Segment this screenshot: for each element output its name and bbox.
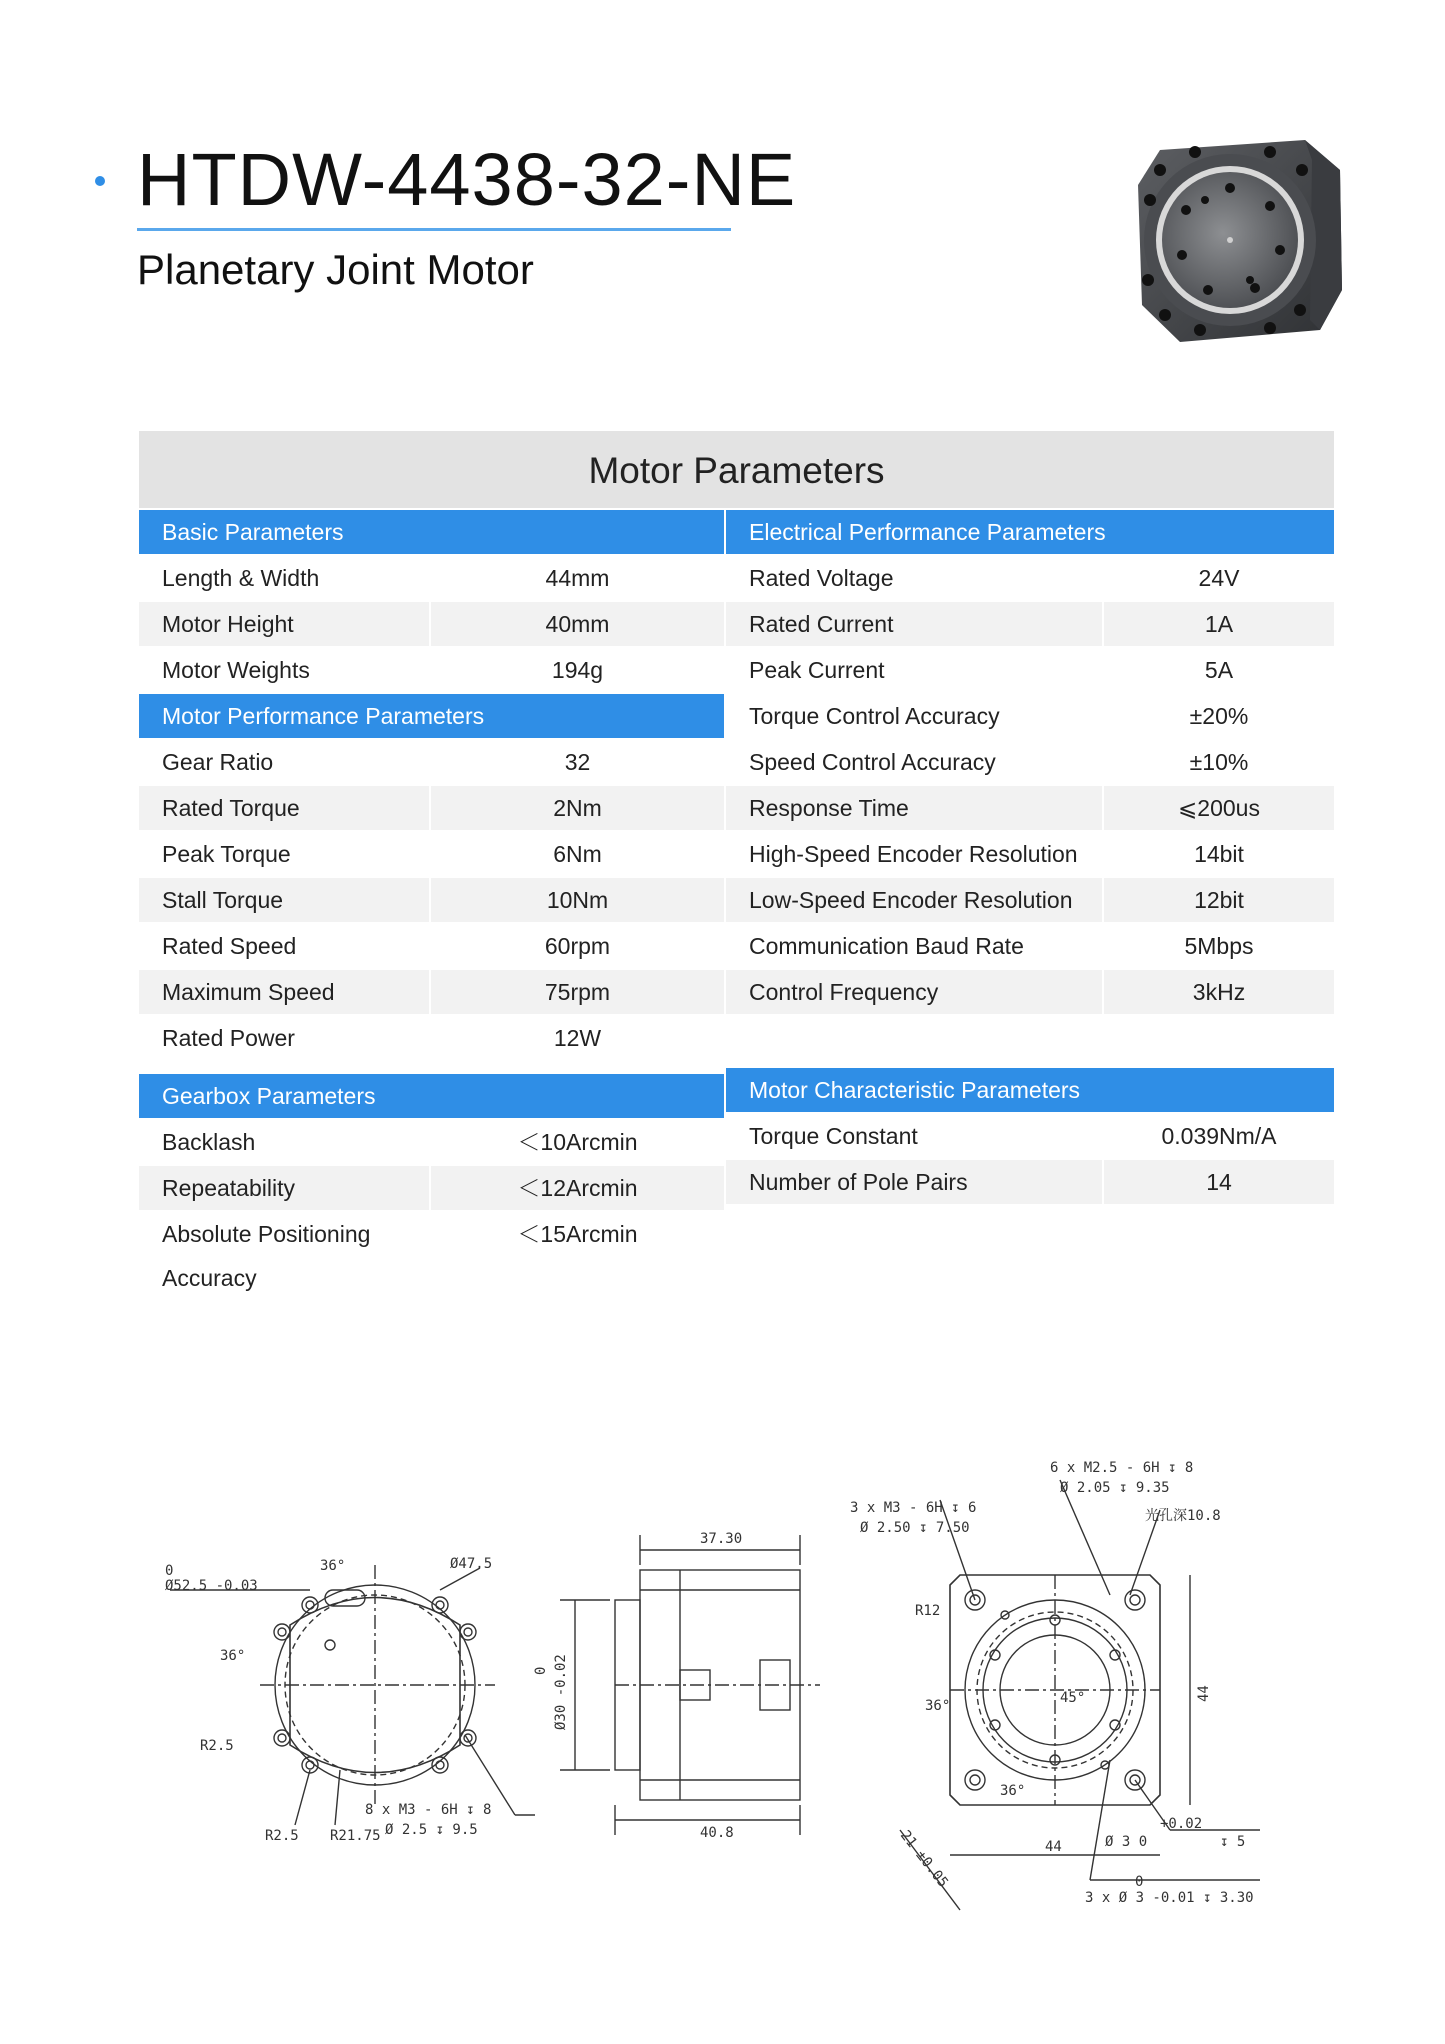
- row-label: Number of Pole Pairs: [726, 1160, 1104, 1204]
- table-row: [726, 832, 1334, 876]
- back-a2: 45°: [1060, 1690, 1086, 1706]
- side-dia: Ø30 -0.02: [553, 1654, 569, 1730]
- row-label: Low-Speed Encoder Resolution: [726, 878, 1104, 922]
- table-row: [726, 556, 1334, 600]
- row-label: Rated Voltage: [749, 565, 894, 591]
- table-row: [726, 1114, 1334, 1158]
- table-row: [726, 648, 1334, 692]
- side-view-drawing: [533, 1531, 820, 1841]
- row-value: ＜15Arcmin: [517, 1221, 638, 1247]
- front-d1: Ø52.5 -0.03: [165, 1578, 258, 1594]
- table-row: [726, 970, 1334, 1014]
- front-view-drawing: [165, 1556, 535, 1844]
- table-row: [726, 740, 1334, 784]
- row-value: 1A: [1204, 611, 1234, 637]
- front-r3: R21.75: [330, 1828, 381, 1844]
- section-characteristic: Motor Characteristic Parameters: [726, 1068, 1334, 1112]
- row-label: Peak Current: [749, 657, 885, 683]
- row-value: ⩽200us: [1178, 795, 1260, 821]
- motor-product-image: [1120, 130, 1360, 352]
- back-a1: 36°: [925, 1698, 951, 1714]
- row-label: Backlash: [162, 1129, 256, 1155]
- row-label: Motor Weights: [162, 657, 310, 683]
- params-right-column: [726, 510, 1334, 1258]
- side-len-top: 37.30: [700, 1531, 743, 1547]
- row-value: 5A: [1204, 657, 1234, 683]
- row-value: 14: [1206, 1169, 1232, 1195]
- row-value: 12bit: [1194, 887, 1244, 913]
- table-row: [139, 1016, 724, 1060]
- row-value: 60rpm: [544, 933, 611, 959]
- row-value: 12W: [553, 1025, 602, 1051]
- front-angle-b: 36°: [220, 1648, 246, 1664]
- row-label: Rated Speed: [162, 933, 297, 959]
- row-label: Torque Constant: [749, 1123, 918, 1149]
- table-row: [726, 694, 1334, 738]
- row-value: 44mm: [545, 565, 610, 591]
- row-value: 40mm: [545, 611, 610, 637]
- product-subtitle: Planetary Joint Motor: [137, 246, 534, 293]
- back-d21: 21 ±0.05: [896, 1827, 951, 1891]
- row-value: ＜12Arcmin: [517, 1175, 638, 1201]
- back-t2: 光孔深10.8: [1145, 1508, 1221, 1524]
- table-row: [726, 878, 1334, 922]
- row-value: 24V: [1198, 565, 1240, 591]
- side-dia-top: 0: [533, 1666, 549, 1675]
- table-row: [139, 556, 724, 600]
- table-row: [139, 1120, 724, 1164]
- motor-parameters-table: [139, 431, 1334, 1291]
- row-value: 0.039Nm/A: [1161, 1123, 1277, 1149]
- row-value: ±20%: [1189, 703, 1249, 729]
- table-row: [139, 602, 724, 646]
- back-r: R12: [915, 1603, 941, 1619]
- row-value: 3kHz: [1192, 979, 1246, 1005]
- section-electrical: Electrical Performance Parameters: [726, 510, 1334, 554]
- row-value: 10Nm: [546, 887, 609, 913]
- table-row: [139, 878, 724, 922]
- back-h: 44: [1196, 1685, 1212, 1702]
- row-label: Rated Torque: [139, 786, 431, 830]
- back-w: 44: [1045, 1839, 1062, 1855]
- row-label: Communication Baud Rate: [749, 933, 1024, 959]
- row-value: 194g: [551, 657, 604, 683]
- side-len-bottom: 40.8: [700, 1825, 734, 1841]
- row-label: Absolute Positioning Accuracy: [162, 1221, 371, 1291]
- section-gearbox: Gearbox Parameters: [139, 1074, 724, 1118]
- table-row: [139, 970, 724, 1014]
- front-angle-a: 36°: [320, 1558, 346, 1574]
- row-value: 14bit: [1194, 841, 1244, 867]
- table-row: [139, 648, 724, 692]
- params-title: Motor Parameters: [139, 431, 1334, 508]
- back-pin2-top: 0: [1135, 1874, 1144, 1890]
- row-value: ±10%: [1189, 749, 1249, 775]
- row-label: Response Time: [726, 786, 1104, 830]
- back-view-drawing: [850, 1460, 1260, 1910]
- row-label: Torque Control Accuracy: [749, 703, 1000, 729]
- back-pin: Ø 3 0: [1105, 1834, 1148, 1850]
- row-label: Gear Ratio: [162, 749, 274, 775]
- front-d2: Ø47.5: [450, 1556, 493, 1572]
- table-row: [139, 740, 724, 784]
- title-bullet: [95, 176, 105, 186]
- row-label: Length & Width: [162, 565, 320, 591]
- back-t1b: Ø 2.05 ↧ 9.35: [1060, 1480, 1170, 1496]
- row-label: Control Frequency: [726, 970, 1104, 1014]
- table-row: [726, 786, 1334, 830]
- table-row: [726, 1160, 1334, 1204]
- section-basic: Basic Parameters: [139, 510, 724, 554]
- table-row: [139, 1212, 724, 1291]
- model-title: HTDW-4438-32-NE: [137, 138, 797, 221]
- back-t3b: Ø 2.50 ↧ 7.50: [860, 1520, 970, 1536]
- table-row: [139, 786, 724, 830]
- row-value: 6Nm: [553, 841, 602, 867]
- row-label: Peak Torque: [162, 841, 291, 867]
- row-label: Repeatability: [139, 1166, 431, 1210]
- row-value: 5Mbps: [1184, 933, 1254, 959]
- technical-drawings: [160, 1440, 1310, 1920]
- table-row: [726, 602, 1334, 646]
- row-label: Rated Power: [162, 1025, 295, 1051]
- params-left-column: [139, 510, 724, 1291]
- row-value: 2Nm: [553, 795, 602, 821]
- back-pin2: 3 x Ø 3 -0.01 ↧ 3.30: [1085, 1890, 1254, 1906]
- back-t3: 3 x M3 - 6H ↧ 6: [850, 1500, 977, 1516]
- table-row: [139, 832, 724, 876]
- row-label: Speed Control Accuracy: [749, 749, 996, 775]
- row-label: Maximum Speed: [139, 970, 431, 1014]
- row-label: Motor Height: [139, 602, 431, 646]
- back-a3: 36°: [1000, 1783, 1026, 1799]
- row-value: 32: [564, 749, 591, 775]
- row-label: High-Speed Encoder Resolution: [749, 841, 1078, 867]
- table-row: [139, 924, 724, 968]
- title-underline: [137, 228, 731, 231]
- row-value: 75rpm: [544, 979, 611, 1005]
- table-row: [726, 924, 1334, 968]
- table-row: [139, 1166, 724, 1210]
- back-pin-tol: +0.02: [1160, 1816, 1203, 1832]
- front-d1-top: 0: [165, 1563, 174, 1579]
- row-value: ＜10Arcmin: [517, 1129, 638, 1155]
- section-performance: Motor Performance Parameters: [139, 694, 724, 738]
- row-label: Stall Torque: [139, 878, 431, 922]
- front-thread: 8 x M3 - 6H ↧ 8: [365, 1802, 492, 1818]
- front-r2: R2.5: [265, 1828, 299, 1844]
- row-label: Rated Current: [726, 602, 1104, 646]
- back-pin-depth: ↧ 5: [1220, 1834, 1246, 1850]
- front-r1: R2.5: [200, 1738, 234, 1754]
- back-t1: 6 x M2.5 - 6H ↧ 8: [1050, 1460, 1194, 1476]
- front-thread2: Ø 2.5 ↧ 9.5: [385, 1822, 478, 1838]
